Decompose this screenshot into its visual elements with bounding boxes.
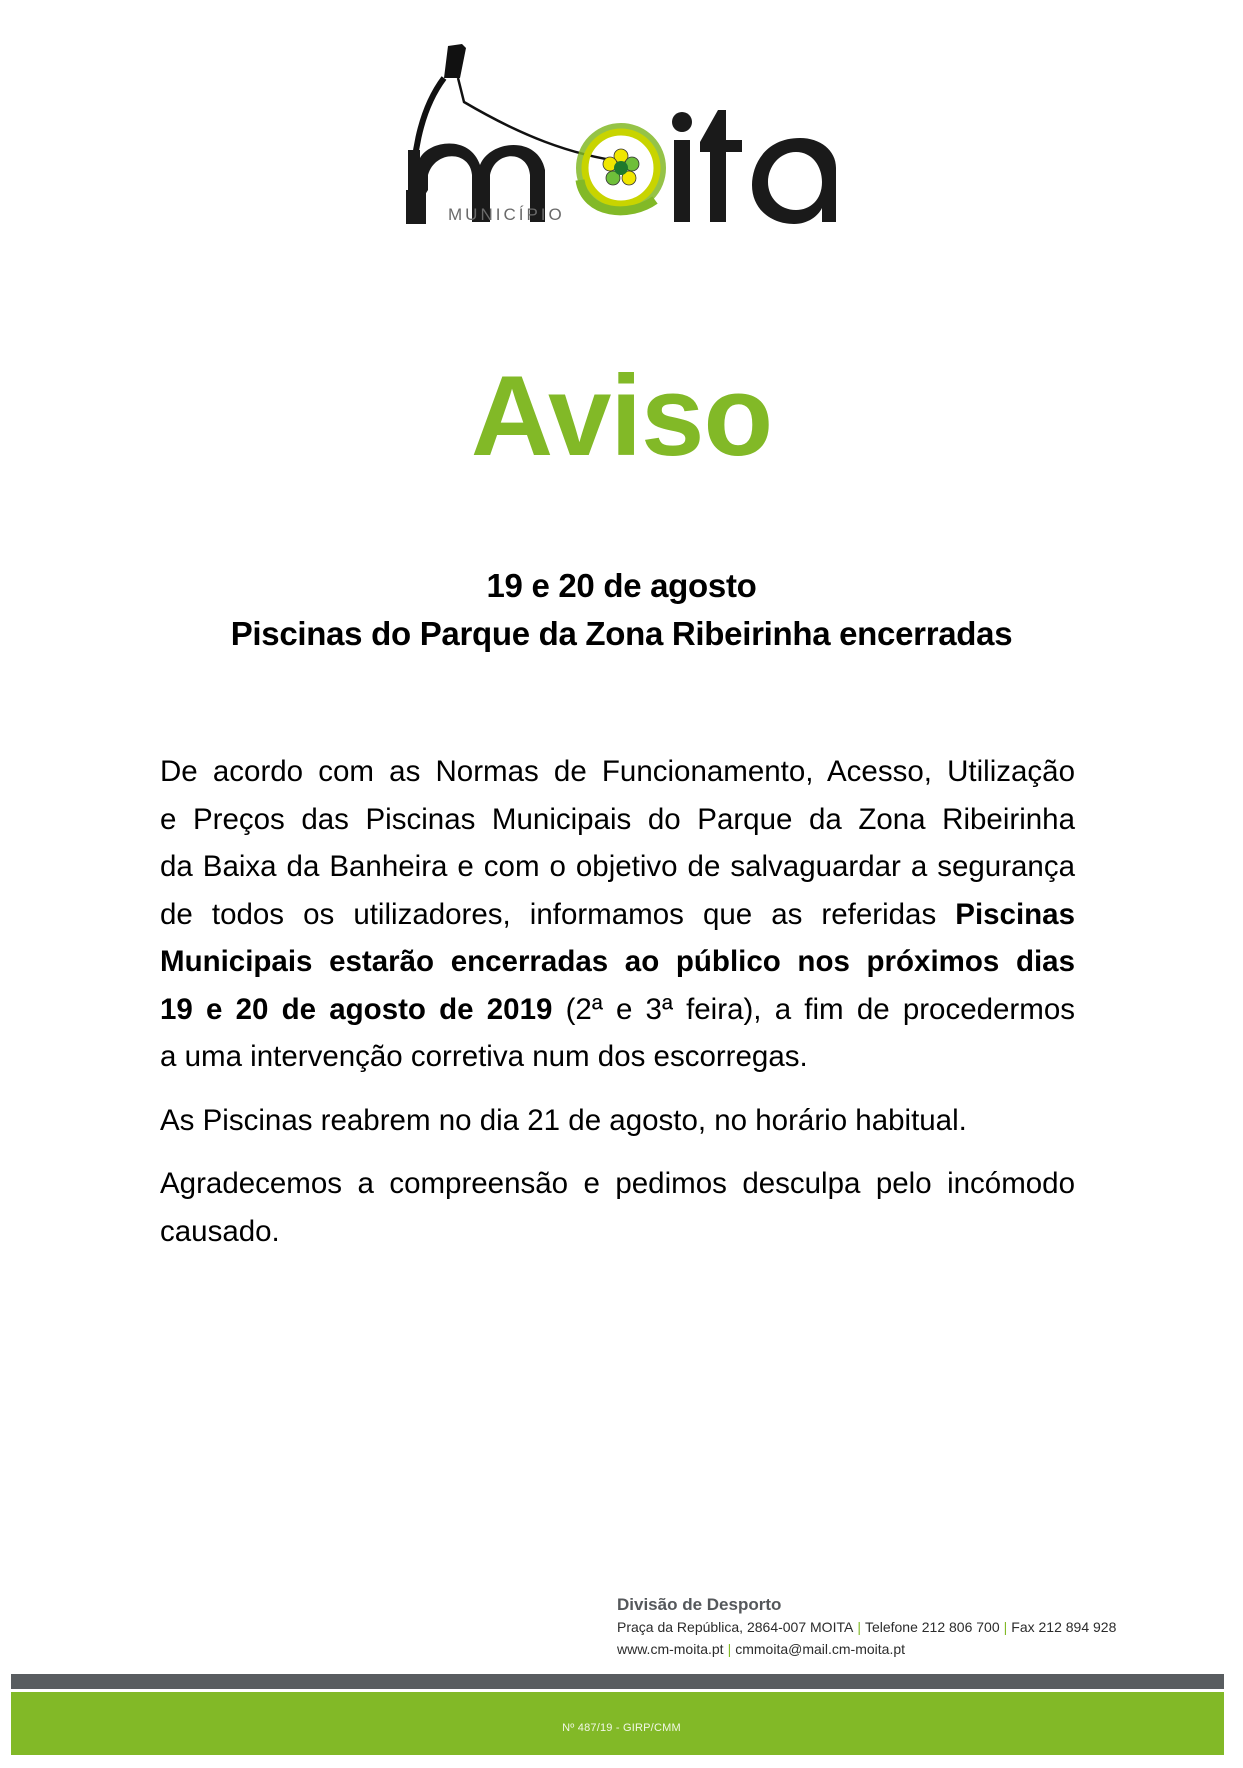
notice-title: Aviso <box>470 353 773 480</box>
moita-logo-icon <box>400 40 840 230</box>
address: Praça da República, 2864-007 MOITA <box>617 1619 854 1635</box>
notice-body <box>160 752 1075 1259</box>
text: a uma intervenção corretiva num dos escorregas. <box>160 1040 808 1073</box>
text: De acordo com as Normas de Funcionamento, Acesso, Utilização <box>160 755 1075 788</box>
headline-dates: 19 e 20 de agosto <box>486 567 757 604</box>
paragraph-apology-line1: Agradecemos a compreensão e pedimos desculpa pelo incómodo <box>160 1167 1075 1200</box>
separator: | <box>727 1641 732 1657</box>
address-line <box>617 1616 1116 1638</box>
paragraph-line <box>160 942 1075 990</box>
document-reference: Nº 487/19 - GIRP/CMM <box>562 1722 681 1734</box>
footer-gray-bar <box>11 1674 1224 1689</box>
paragraph-line <box>160 800 1075 848</box>
paragraph-reopening: As Piscinas reabrem no dia 21 de agosto, no horário habitual. <box>160 1103 967 1137</box>
paragraph-line <box>160 847 1075 895</box>
text: (2ª e 3ª feira), a fim de procedermos <box>552 992 1075 1026</box>
paragraph-line <box>160 752 1075 800</box>
paragraph-closure-notice <box>160 752 1075 1085</box>
text: e Preços das Piscinas Municipais do Parque da Zona Ribeirinha <box>160 802 1075 836</box>
bold-text: Municipais estarão encerradas ao público nos próximos dias <box>160 945 1075 978</box>
paragraph-line <box>160 1037 1075 1085</box>
footer-contact <box>617 1594 1116 1660</box>
separator: | <box>857 1619 861 1635</box>
paragraph-apology-line2: causado. <box>160 1214 280 1248</box>
phone: Telefone 212 806 700 <box>864 1619 1000 1635</box>
municipio-label: MUNICÍPIO <box>448 205 565 224</box>
email-link[interactable]: cmmoita@mail.cm-moita.pt <box>735 1641 906 1657</box>
bold-text: Piscinas <box>955 897 1075 931</box>
paragraph-line <box>160 895 1075 943</box>
headline-closure: Piscinas do Parque da Zona Ribeirinha encerradas <box>230 615 1013 652</box>
municipio-moita-logo <box>400 40 840 230</box>
web-line <box>617 1638 1116 1660</box>
fax: Fax 212 894 928 <box>1011 1619 1117 1635</box>
bold-text: 19 e 20 de agosto de 2019 <box>160 992 553 1026</box>
text: de todos os utilizadores, informamos que as referidas <box>160 897 956 931</box>
division-name: Divisão de Desporto <box>617 1595 782 1614</box>
separator: | <box>1003 1619 1008 1635</box>
paragraph-line <box>160 990 1075 1038</box>
website-link[interactable]: www.cm-moita.pt <box>617 1641 724 1657</box>
text: da Baixa da Banheira e com o objetivo de salvaguardar a segurança <box>160 850 1075 883</box>
